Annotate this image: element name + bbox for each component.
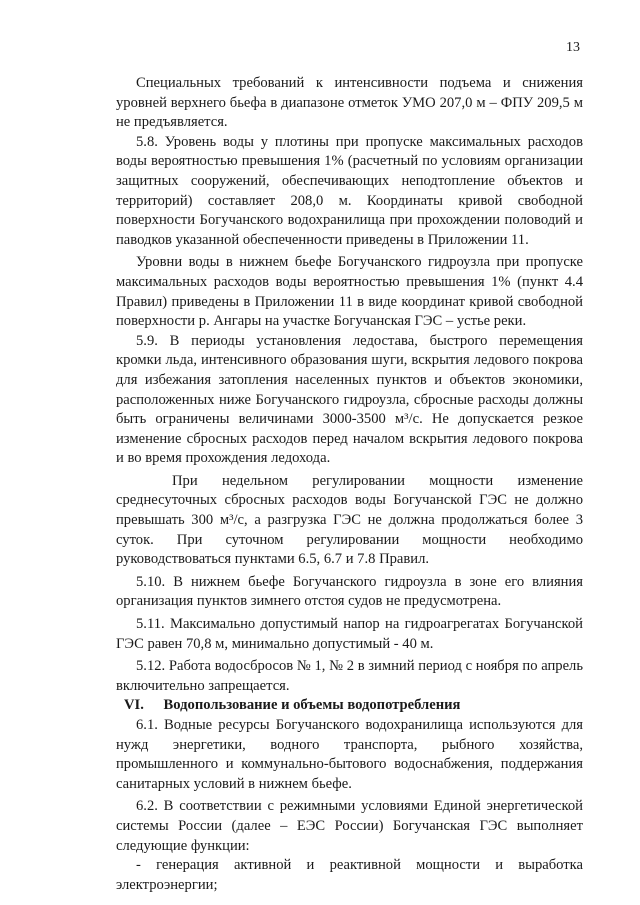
document-body	[116, 74, 583, 895]
paragraph-5-12: 5.12. Работа водосбросов № 1, № 2 в зимний период с ноября по апрель включительно запрещается.	[116, 658, 583, 694]
paragraph-5-10: 5.10. В нижнем бьефе Богучанского гидроузла в зоне его влияния организация пунктов зимнего отстоя судов не предусмотрена.	[116, 573, 583, 610]
paragraph-6-2: 6.2. В соответствии с режимными условиями Единой энергетической системы России (далее – ЕЭС России) Богучанская ГЭС выполняет следующие функции:	[116, 798, 583, 854]
page-number: 13	[566, 40, 580, 55]
paragraph-5-9: 5.9. В периоды установления ледостава, быстрого перемещения кромки льда, интенсивного образования шуги, вскрытия ледового покрова для избежания затопления населенных пунктов и объектов экономики, расположенных ниже Богучанского гидроузла, сбросные расходы должны быть ограничены величинами 3000-3500 м³/с. Не допускается резкое изменение сбросных расходов перед началом вскрытия ледового покрова и во время прохождения ледохода.	[116, 332, 583, 467]
paragraph: При недельном регулировании мощности изменение среднесуточных сбросных расходов воды Богучанской ГЭС не должно превышать 300 м³/с, а разгрузка ГЭС не должна продолжаться более 3 суток. При суточном регулировании мощности необходимо руководствоваться пунктами 6.5, 6.7 и 7.8 Правил.	[116, 472, 583, 568]
paragraph: Уровни воды в нижнем бьефе Богучанского гидроузла при пропуске максимальных расходов воды вероятностью превышения 1% (пункт 4.4 Правил) приведены в Приложении 11 в виде координат кривой свободной поверхности р. Ангары на участке Богучанская ГЭС – устье реки.	[116, 254, 583, 330]
section-title: Водопользование и объемы водопотребления	[163, 697, 461, 714]
list-item: - генерация активной и реактивной мощности и выработка электроэнергии;	[116, 857, 583, 893]
paragraph-6-1: 6.1. Водные ресурсы Богучанского водохранилища используются для нужд энергетики, водного транспорта, рыбного хозяйства, промышленного и коммунально-бытового водоснабжения, поддержания санитарных условий в нижнем бьефе.	[116, 717, 583, 792]
section-heading	[116, 696, 583, 716]
paragraph: Специальных требований к интенсивности подъема и снижения уровней верхнего бьефа в диапазоне отметок УМО 207,0 м – ФПУ 209,5 м не предъявляется.	[116, 75, 583, 131]
section-number: VI.	[124, 697, 144, 714]
paragraph-5-8: 5.8. Уровень воды у плотины при пропуске максимальных расходов воды вероятностью превышения 1% (расчетный по условиям организации защитных сооружений, обеспечивающих неподтопление объектов и территорий) составляет 208,0 м. Координаты кривой свободной поверхности Богучанского водохранилища при прохождении половодий и паводков указанной обеспеченности приведены в Приложении 11.	[116, 133, 583, 248]
paragraph-5-11: 5.11. Максимально допустимый напор на гидроагрегатах Богучанской ГЭС равен 70,8 м, минимально допустимый - 40 м.	[116, 616, 583, 652]
